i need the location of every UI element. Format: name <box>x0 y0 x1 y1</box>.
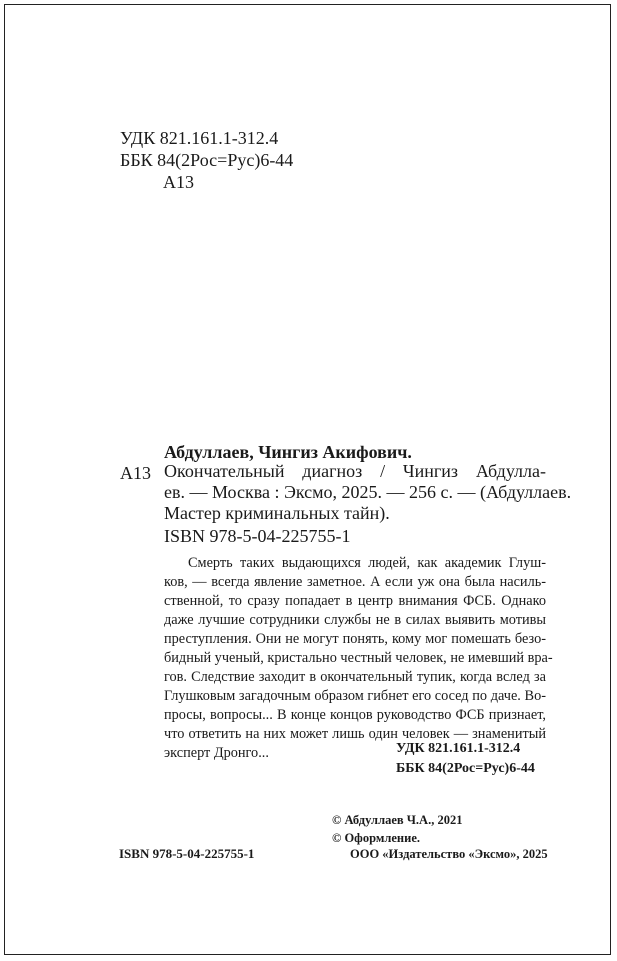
bib-description-line: ев. — Москва : Эксмо, 2025. — 256 с. — (Абдуллаев. <box>164 482 572 502</box>
bib-description-line: Мастер криминальных тайн). <box>164 503 390 523</box>
bbk-code-bottom: ББК 84(2Рос=Рус)6-44 <box>396 761 535 776</box>
udk-code: УДК 821.161.1-312.4 <box>120 128 279 148</box>
annotation-line: гов. Следствие заходит в окончательный тупик, когда вслед за <box>164 669 546 685</box>
annotation <box>164 554 553 763</box>
annotation-line: ственной, то сразу попадает в центр внимания ФСБ. Однако <box>164 593 546 609</box>
annotation-line: Смерть таких выдающихся людей, как академик Глуш- <box>188 555 546 571</box>
annotation-line: даже лучшие сотрудники службы не в силах выявить мотивы <box>164 612 546 628</box>
annotation-line: бидный ученый, кристально честный человек, не имевший вра- <box>164 650 553 666</box>
annotation-line: просы, вопросы... В конце концов руководство ФСБ признает, <box>164 707 546 723</box>
bib-author-mark: А13 <box>120 463 151 483</box>
bib-author: Абдуллаев, Чингиз Акифович. <box>164 442 412 462</box>
bib-isbn: ISBN 978-5-04-225755-1 <box>164 526 351 546</box>
udk-code-bottom: УДК 821.161.1-312.4 <box>396 741 521 756</box>
annotation-line: преступления. Они не могут понять, кому мог помешать безо- <box>164 631 546 647</box>
annotation-line: Глушковым загадочным образом гибнет его сосед по даче. Во- <box>164 688 546 704</box>
author-mark: А13 <box>163 172 194 192</box>
bib-description-line: Окончательный диагноз / Чингиз Абдулла- <box>164 461 546 481</box>
annotation-line: ков, — всегда явление заметное. А если уж она была насиль- <box>164 574 546 590</box>
bbk-code: ББК 84(2Рос=Рус)6-44 <box>120 150 294 170</box>
bib-description <box>164 461 572 524</box>
copyright-author: © Абдуллаев Ч.А., 2021 <box>332 813 463 827</box>
copyright-publisher: ООО «Издательство «Эксмо», 2025 <box>350 847 548 861</box>
footer-isbn: ISBN 978-5-04-225755-1 <box>119 846 255 861</box>
copyright-design: © Оформление. <box>332 831 421 845</box>
annotation-line: что ответить на них может лишь один человек — знаменитый <box>164 726 546 742</box>
annotation-line: эксперт Дронго... <box>164 745 269 761</box>
